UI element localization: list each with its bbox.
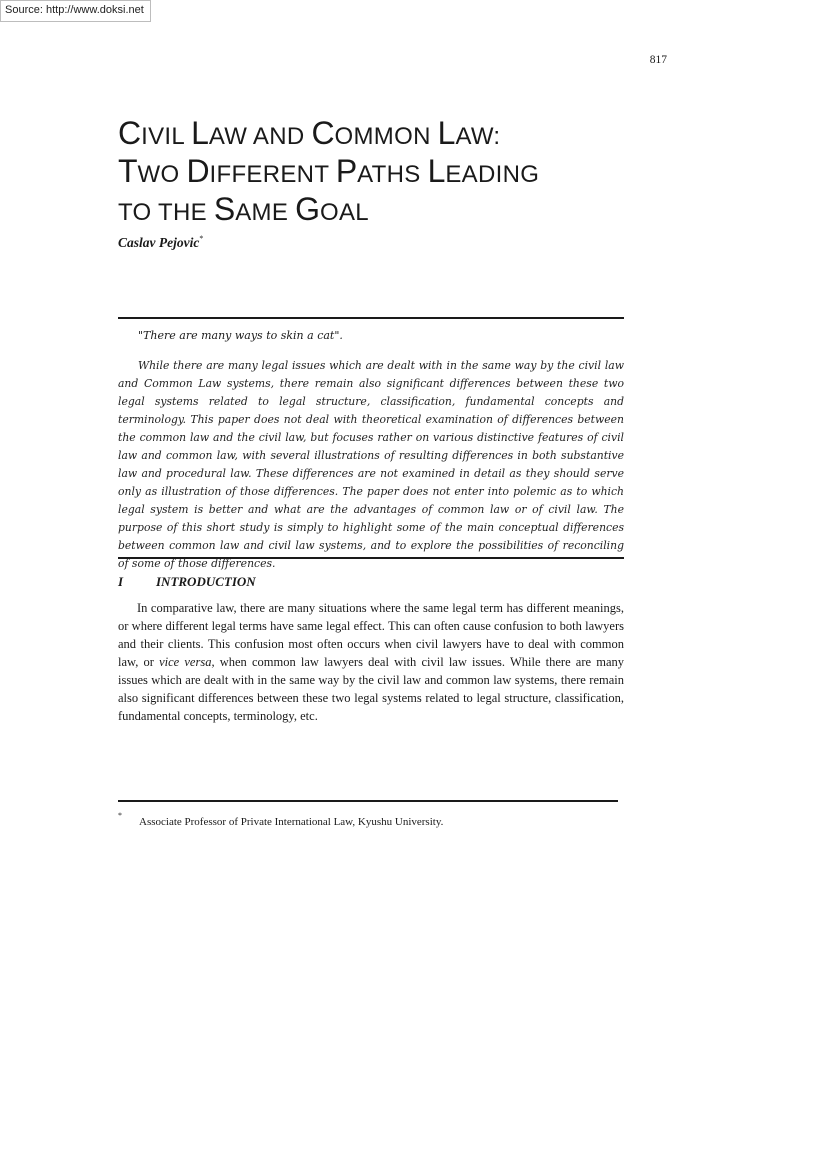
title-line-3: TO THE SAME GOAL xyxy=(118,191,369,227)
author-footnote-marker[interactable]: * xyxy=(199,234,204,243)
section-number: I xyxy=(118,574,124,589)
abstract-bottom-rule xyxy=(118,557,624,559)
epigraph: "There are many ways to skin a cat". xyxy=(138,329,343,342)
introduction-paragraph: In comparative law, there are many situations where the same legal term has different meanings, or where different legal terms have same legal effect. This can often cause confusion to both lawyers and their clients. This confusion most often occurs when civil lawyers have to deal with common law, or vice versa, when common law lawyers deal with civil law issues. While there are many issues which are dealt with in the same way by the civil law and common law systems, there remain also significant differences between these two legal systems related to legal structure, classification, fundamental concepts, terminology, etc. xyxy=(118,601,624,723)
abstract-top-rule xyxy=(118,317,624,319)
vice-versa-emphasis: vice versa, xyxy=(159,655,215,669)
footnote-separator xyxy=(118,800,618,802)
title-line-1: CIVIL LAW AND COMMON LAW: xyxy=(118,115,501,151)
section-heading-introduction xyxy=(118,573,624,591)
footnote-text: Associate Professor of Private International Law, Kyushu University. xyxy=(139,816,444,828)
source-label: Source: http://www.doksi.net xyxy=(0,0,151,22)
paper-title xyxy=(118,114,658,228)
footnote-marker: * xyxy=(118,811,122,820)
author-name: Caslav Pejovic* xyxy=(118,234,204,250)
section-title: INTRODUCTION xyxy=(156,574,256,589)
abstract-text: While there are many legal issues which are dealt with in the same way by the civil law and Common Law systems, there remain also significant differences between these two legal systems related to legal structure, classification, fundamental concepts and terminology. This paper does not deal with theoretical examination of differences between the common law and the civil law, but focuses rather on various distinctive features of civil law and common law, with several illustrations of resulting differences in both substantive law and procedural law. These differences are not examined in detail as they should serve only as illustration of those differences. The paper does not enter into polemic as to which legal system is better and what are the advantages of common law or of civil law. The purpose of this short study is simply to highlight some of the main conceptual differences between common law and civil law systems, and to explore the possibilities of reconciling of some of those differences. xyxy=(118,359,624,570)
page-number: 817 xyxy=(649,54,667,66)
title-line-2: TWO DIFFERENT PATHS LEADING xyxy=(118,153,540,189)
